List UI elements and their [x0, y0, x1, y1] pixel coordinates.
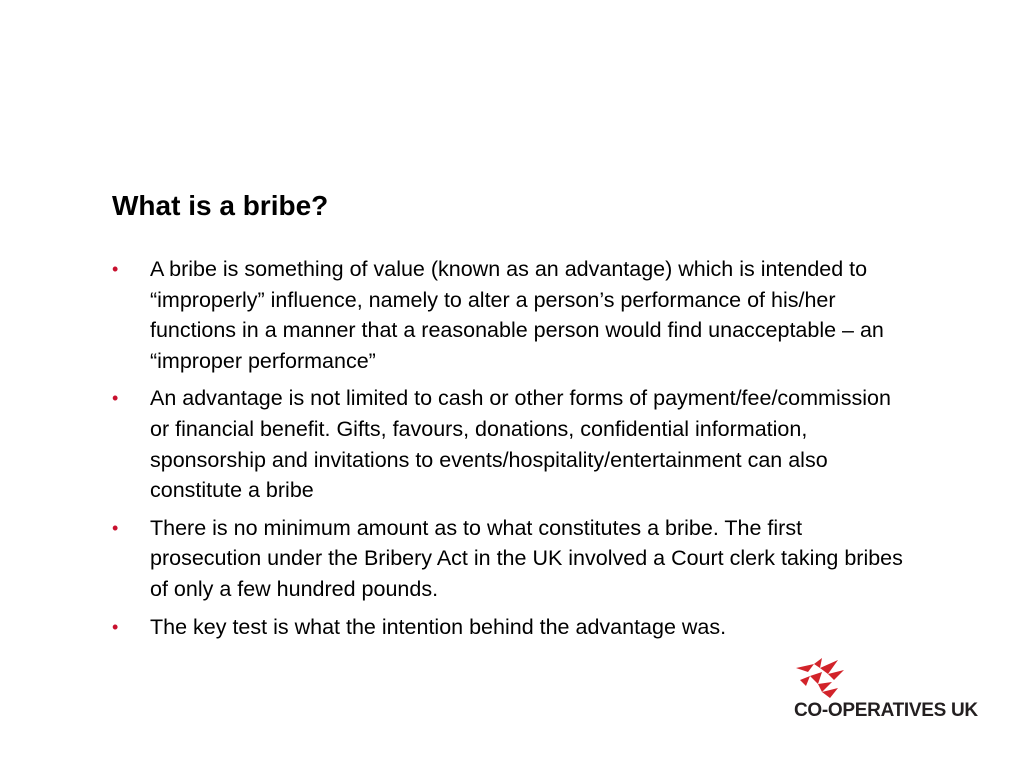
slide-title: What is a bribe?	[112, 190, 329, 221]
bullet-text: An advantage is not limited to cash or other forms of payment/fee/commission or financial benefit. Gifts, favours, donations, confidential information, sponsorship and invitations to events/hospitality/entertainment can also constitute a bribe	[150, 386, 891, 503]
bullet-icon: •	[112, 517, 119, 538]
bullet-item	[112, 383, 912, 505]
bullet-icon: •	[112, 388, 119, 409]
bullet-text: A bribe is something of value (known as an advantage) which is intended to “improperly” influence, namely to alter a person’s performance of his/her functions in a manner that a reasonable person would find unacceptable – an “improper performance”	[150, 257, 884, 373]
bullet-item	[112, 513, 912, 605]
bullet-text: The key test is what the intention behind the advantage was.	[150, 614, 727, 639]
logo-text: CO-OPERATIVES UK	[794, 700, 978, 721]
bullet-icon: •	[112, 259, 119, 279]
co-operatives-uk-logo	[790, 656, 980, 726]
bullet-list	[112, 254, 912, 649]
bullet-text: There is no minimum amount as to what constitutes a bribe. The first prosecution under the Bribery Act in the UK involved a Court clerk taking bribes of only a few hundred pounds.	[150, 515, 903, 601]
bullet-item	[112, 612, 912, 643]
bullet-item	[112, 254, 912, 376]
bullet-icon: •	[112, 616, 119, 637]
co-operatives-bird-mark-icon	[792, 656, 848, 700]
